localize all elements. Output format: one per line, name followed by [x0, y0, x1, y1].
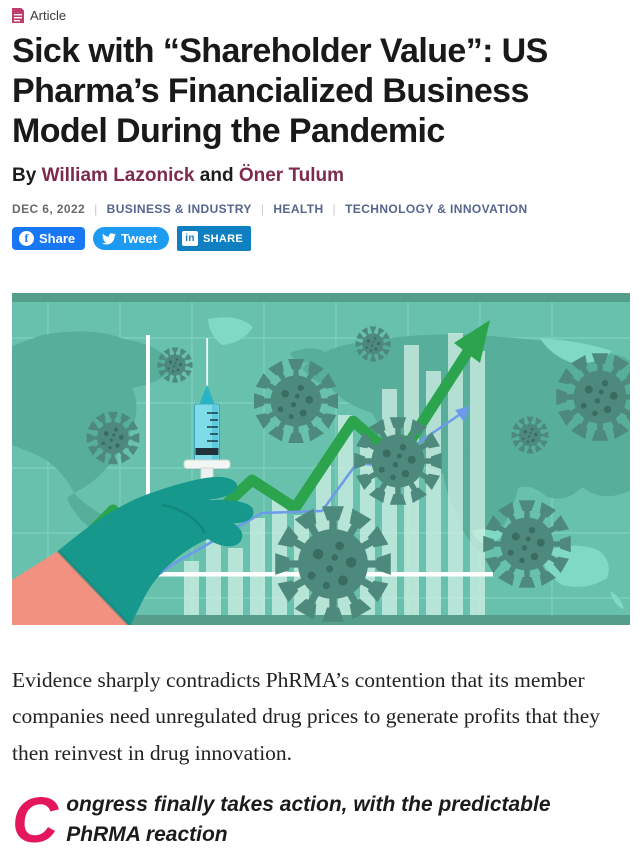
- meta-separator: |: [332, 202, 337, 217]
- twitter-tweet-label: Tweet: [121, 231, 158, 247]
- category-link-business-industry[interactable]: BUSINESS & INDUSTRY: [106, 202, 252, 217]
- page-title: Sick with “Shareholder Value”: US Pharma’s Financialized Business Model During the Pandemic: [12, 32, 548, 150]
- facebook-share-button[interactable]: [12, 227, 85, 250]
- meta-separator: |: [260, 202, 265, 217]
- linkedin-share-label: SHARE: [203, 232, 244, 245]
- publish-date: DEC 6, 2022: [12, 202, 86, 217]
- linkedin-in-icon: in: [182, 231, 198, 246]
- share-buttons: [12, 226, 630, 251]
- standfirst-paragraph: Evidence sharply contradicts PhRMA’s contention that its member companies need unregulated drug prices to generate profits that they then reinvest in drug innovation.: [12, 668, 601, 765]
- meta-separator: |: [94, 202, 98, 217]
- byline-prefix: By: [12, 165, 42, 187]
- author-link-lazonick[interactable]: William Lazonick: [41, 165, 195, 187]
- dropcap-letter: C: [12, 783, 59, 856]
- byline-conjunction: and: [194, 165, 239, 187]
- twitter-bird-icon: [102, 233, 116, 245]
- article-meta: [12, 202, 630, 216]
- author-link-tulum[interactable]: Öner Tulum: [238, 165, 345, 187]
- article-type-text: Article: [30, 8, 67, 23]
- hero-top-band: [12, 293, 630, 302]
- category-link-technology-innovation[interactable]: TECHNOLOGY & INNOVATION: [345, 202, 528, 217]
- article-doc-icon: [12, 8, 24, 23]
- linkedin-share-button[interactable]: [177, 226, 251, 251]
- facebook-icon: f: [19, 231, 34, 246]
- category-link-health[interactable]: HEALTH: [273, 202, 324, 217]
- byline: [12, 165, 630, 187]
- facebook-share-label: Share: [39, 231, 76, 247]
- section-heading: [12, 783, 612, 856]
- article-type-label[interactable]: [12, 8, 630, 23]
- section-heading-text: ongress finally takes action, with the predictable PhRMA reaction: [66, 792, 551, 847]
- hero-image: [12, 293, 630, 625]
- twitter-tweet-button[interactable]: [93, 227, 169, 250]
